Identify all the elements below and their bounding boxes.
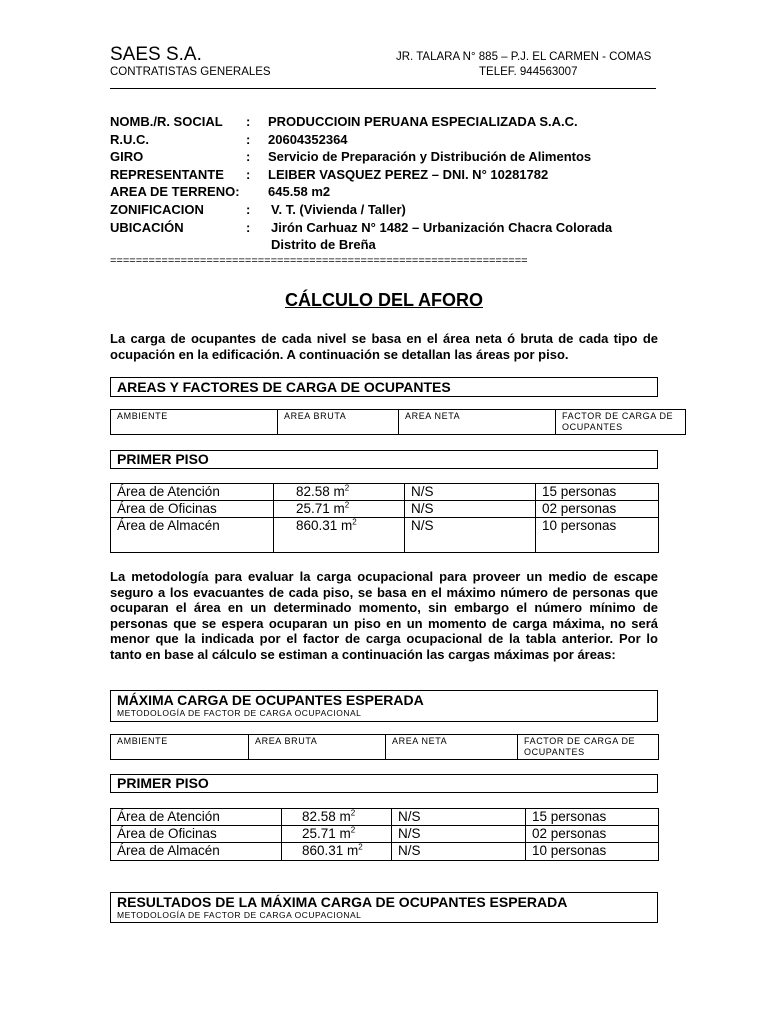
- cell-bruta-value: 860.31 m: [302, 843, 359, 858]
- info-key: AREA DE TERRENO:: [110, 184, 240, 200]
- unit-superscript: 2: [350, 825, 356, 835]
- section2-floor-label: PRIMER PISO: [117, 775, 209, 791]
- cell-factor: 10 personas: [526, 843, 659, 861]
- intro-paragraph: La carga de ocupantes de cada nivel se basa en el área neta ó bruta de cada tipo de ocupación en la edificación. A continuación se detallan las áreas por piso.: [110, 331, 658, 362]
- info-key: NOMB./R. SOCIAL: [110, 114, 223, 129]
- unit-superscript: 2: [350, 808, 356, 818]
- info-value: PRODUCCIOIN PERUANA ESPECIALIZADA S.A.C.: [268, 114, 578, 129]
- info-sep: :: [246, 149, 251, 165]
- cell-neta: N/S: [405, 518, 536, 553]
- table-row: [111, 809, 659, 826]
- cell-ambiente: Área de Almacén: [111, 518, 274, 553]
- unit-superscript: 2: [358, 842, 363, 852]
- column-header: AMBIENTE: [111, 410, 278, 435]
- cell-neta: N/S: [405, 484, 536, 501]
- info-key: REPRESENTANTE: [110, 166, 224, 182]
- company-subtitle: CONTRATISTAS GENERALES: [110, 66, 271, 78]
- cell-bruta-value: 25.71 m: [296, 501, 345, 516]
- section3-heading: RESULTADOS DE LA MÁXIMA CARGA DE OCUPANTES ESPERADA: [117, 894, 568, 910]
- section1-column-header: [110, 409, 686, 435]
- cell-bruta: [282, 809, 392, 826]
- cell-bruta-value: 82.58 m: [302, 809, 351, 824]
- cell-ambiente: Área de Almacén: [111, 843, 282, 861]
- page-title-text: CÁLCULO DEL AFORO: [285, 290, 483, 310]
- table-row: [111, 484, 659, 501]
- section1-table: [110, 483, 659, 553]
- cell-bruta: [282, 826, 392, 843]
- section2-heading-box: [110, 690, 658, 722]
- header-divider: [110, 88, 656, 89]
- company-address: JR. TALARA N° 885 – P.J. EL CARMEN - COMAS: [396, 51, 652, 63]
- info-value: 20604352364: [268, 131, 348, 147]
- company-name: SAES S.A.: [110, 44, 202, 65]
- column-header: AMBIENTE: [111, 735, 249, 760]
- cell-bruta-value: 860.31 m: [296, 518, 353, 533]
- cell-bruta-value: 82.58 m: [296, 484, 345, 499]
- separator-line: =================================================================: [110, 255, 528, 267]
- info-sep: :: [246, 166, 251, 182]
- cell-ambiente: Área de Atención: [111, 809, 282, 826]
- cell-factor: 10 personas: [536, 518, 659, 553]
- table-row: [111, 501, 659, 518]
- column-header: AREA NETA: [399, 410, 556, 435]
- info-value: LEIBER VASQUEZ PEREZ – DNI. N° 10281782: [268, 166, 549, 182]
- cell-neta: N/S: [392, 843, 526, 861]
- company-phone: TELEF. 944563007: [479, 66, 578, 78]
- info-value: V. T. (Vivienda / Taller): [271, 201, 406, 217]
- info-sep: :: [246, 114, 251, 129]
- unit-superscript: 2: [344, 500, 350, 510]
- info-key: ZONIFICACION: [110, 201, 204, 217]
- unit-superscript: 2: [352, 517, 357, 527]
- cell-factor: 02 personas: [526, 826, 659, 843]
- section2-floor-box: [110, 774, 658, 793]
- table-row: [111, 518, 659, 553]
- info-sep: :: [246, 131, 251, 147]
- cell-bruta: [274, 484, 405, 501]
- cell-bruta: [282, 843, 392, 861]
- cell-neta: N/S: [392, 809, 526, 826]
- section1-floor-box: [110, 450, 658, 469]
- page-title: [0, 290, 768, 311]
- info-sep: :: [246, 201, 251, 217]
- cell-neta: N/S: [405, 501, 536, 518]
- info-key: GIRO: [110, 149, 144, 165]
- cell-ambiente: Área de Oficinas: [111, 826, 282, 843]
- section1-heading: AREAS Y FACTORES DE CARGA DE OCUPANTES: [117, 379, 451, 395]
- section3-subheading: METODOLOGÍA DE FACTOR DE CARGA OCUPACIONAL: [117, 910, 362, 920]
- info-value: Jirón Carhuaz N° 1482 – Urbanización Chacra Colorada: [271, 219, 613, 235]
- section3-heading-box: [110, 892, 658, 923]
- unit-superscript: 2: [344, 483, 350, 493]
- table-row: [111, 826, 659, 843]
- cell-bruta: [274, 501, 405, 518]
- section2-heading: MÁXIMA CARGA DE OCUPANTES ESPERADA: [117, 692, 424, 708]
- cell-bruta: [274, 518, 405, 553]
- column-header: FACTOR DE CARGA DE OCUPANTES: [518, 735, 659, 760]
- info-value: Distrito de Breña: [271, 237, 376, 253]
- cell-factor: 15 personas: [536, 484, 659, 501]
- cell-factor: 02 personas: [536, 501, 659, 518]
- table-row: [111, 843, 659, 861]
- cell-bruta-value: 25.71 m: [302, 826, 351, 841]
- cell-ambiente: Área de Atención: [111, 484, 274, 501]
- column-header: AREA BRUTA: [249, 735, 386, 760]
- info-value: 645.58 m2: [268, 184, 331, 200]
- cell-factor: 15 personas: [526, 809, 659, 826]
- methodology-paragraph: La metodología para evaluar la carga ocupacional para proveer un medio de escape seguro a los evacuantes de cada piso, se basa en el máximo número de personas que ocuparan el área en un determinado momento, sin embargo el número mínimo de personas que se espera ocuparan un piso en un momento de carga máxima, no será menor que la indicada por el factor de carga ocupacional de la tabla anterior. Por lo tanto en base al cálculo se estiman a continuación las cargas máximas por áreas:: [110, 569, 658, 662]
- info-value: Servicio de Preparación y Distribución de Alimentos: [268, 149, 592, 165]
- info-key: R.U.C.: [110, 131, 149, 147]
- section2-table: [110, 808, 659, 861]
- info-key: UBICACIÓN: [110, 219, 184, 235]
- section2-column-header: [110, 734, 659, 760]
- cell-ambiente: Área de Oficinas: [111, 501, 274, 518]
- section1-floor-label: PRIMER PISO: [117, 451, 209, 467]
- column-header: AREA BRUTA: [278, 410, 399, 435]
- section2-subheading: METODOLOGÍA DE FACTOR DE CARGA OCUPACIONAL: [117, 708, 362, 718]
- section1-heading-box: [110, 377, 658, 397]
- column-header: FACTOR DE CARGA DE OCUPANTES: [556, 410, 686, 435]
- column-header: AREA NETA: [386, 735, 518, 760]
- cell-neta: N/S: [392, 826, 526, 843]
- info-sep: :: [246, 219, 251, 235]
